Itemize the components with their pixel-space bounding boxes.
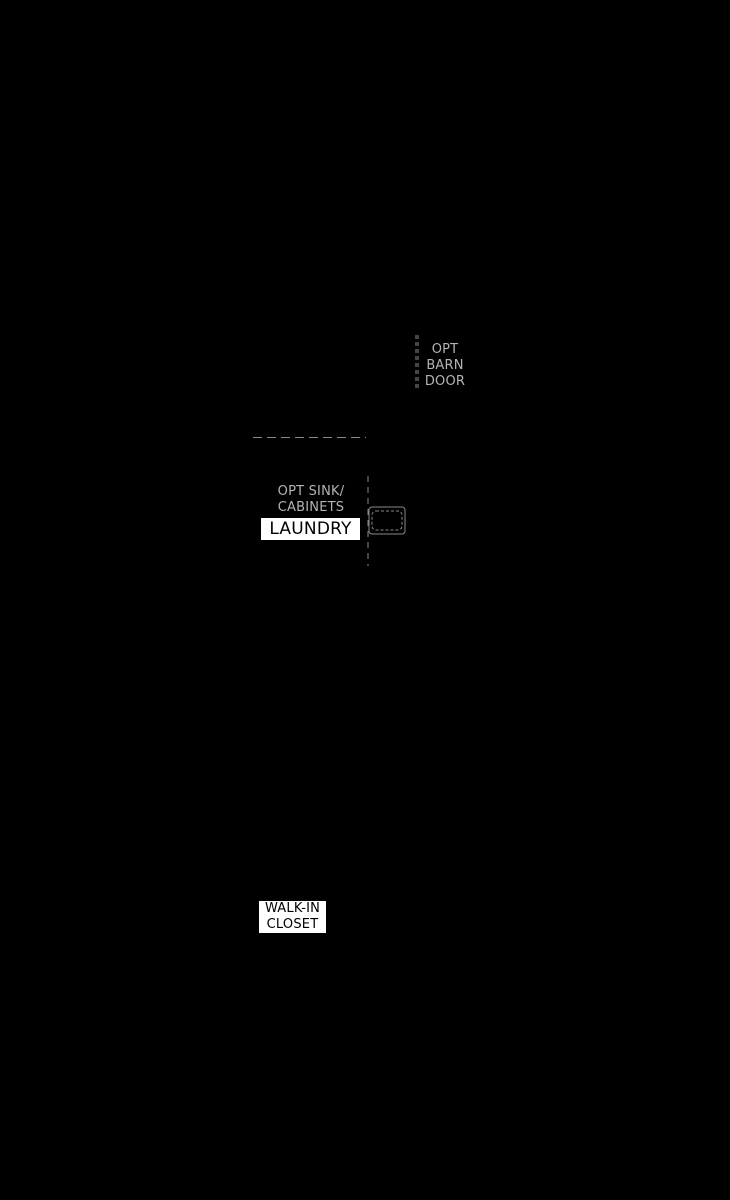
sink-cabinets-label — [266, 484, 356, 516]
sink-basin — [372, 511, 402, 530]
barn-door-label — [421, 342, 469, 390]
laundry-room-label: LAUNDRY — [261, 518, 360, 540]
walk-in-closet-label-line-1: WALK-IN — [264, 901, 321, 916]
sink-cabinets-label-line-2: CABINETS — [277, 500, 345, 515]
walk-in-closet-label-line-2: CLOSET — [266, 917, 319, 932]
barn-door-label-line-2: BARN — [426, 358, 464, 373]
barn-door-label-line-3: DOOR — [424, 374, 466, 389]
sink-cabinets-label-line-1: OPT SINK/ — [277, 484, 345, 499]
barn-door-label-line-1: OPT — [431, 342, 459, 357]
walk-in-closet-label — [259, 901, 326, 933]
